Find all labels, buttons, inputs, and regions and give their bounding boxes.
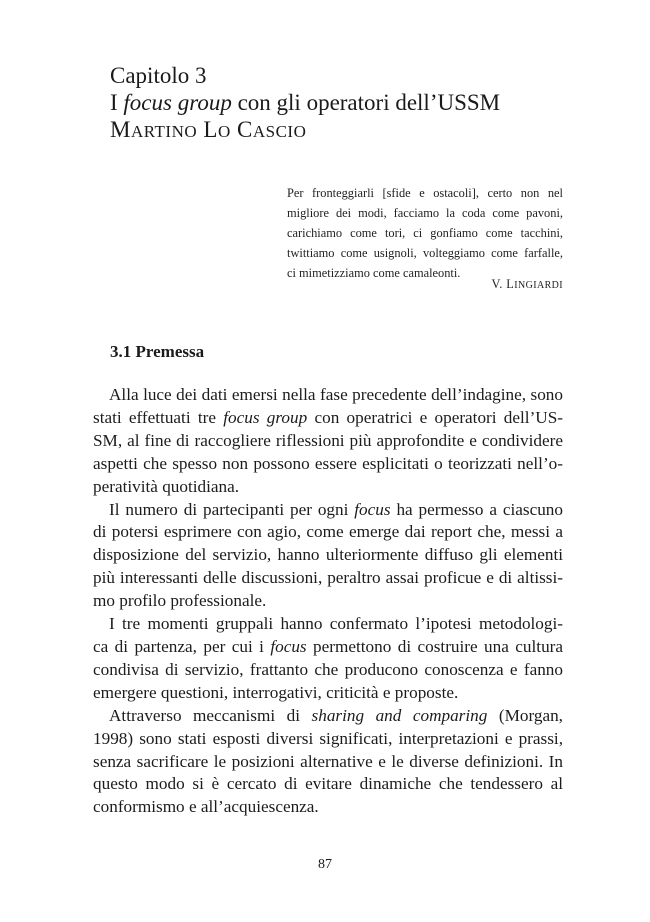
chapter-title-prefix: I (110, 90, 124, 115)
chapter-label: Capitolo 3 (110, 63, 207, 88)
epigraph-author (287, 276, 563, 294)
body-text-italic: focus (354, 499, 391, 519)
body-line: Alla luce dei dati emersi nella fase precedente dell’indagine, sono (109, 385, 563, 404)
body-line: aspetti che spesso non possono essere esplicitati o teorizzati nell’o- (93, 453, 563, 473)
chapter-title-italic: focus group (123, 90, 232, 115)
epigraph-author-rest: INGIARDI (514, 280, 563, 291)
body-text-run: stati effettuati tre (93, 407, 224, 427)
section-title: 3.1 Premessa (110, 342, 205, 361)
epigraph (287, 183, 563, 283)
body-line: I tre momenti gruppali hanno confermato l’ipotesi metodologi- (109, 614, 563, 634)
body-line: 1998) sono stati esposti diversi significati, interpretazioni e prassi, (93, 728, 563, 748)
body-text-run: con operatrici e operatori dell’US- (307, 407, 563, 427)
author-last1-initial: L (203, 117, 218, 142)
chapter-author (110, 116, 570, 145)
body-line: SM, al fine di raccogliere riflessioni più approfondite e condividere (93, 430, 563, 450)
epigraph-line: migliore dei modi, facciamo la coda come pavoni, (287, 206, 563, 220)
body-line: di potersi esprimere con agio, come emerge dai report che, messi a (93, 522, 563, 542)
body-line: disposizione del servizio, hanno ulteriormente diffuso gli elementi (93, 545, 563, 565)
body-line: senza sacrificare le posizioni alternative e le diverse definizioni. In (93, 751, 563, 771)
body-line: conformismo e all’acquiescenza. (93, 797, 319, 817)
body-text-italic: focus (270, 636, 307, 656)
epigraph-line: carichiamo come tori, ci gonfiamo come tacchini, (287, 226, 563, 240)
body-text-run: ha permesso a ciascuno (390, 499, 563, 519)
author-first-initial: M (110, 117, 131, 142)
body-line (93, 705, 563, 728)
author-first-rest: ARTINO (130, 122, 198, 141)
author-last1-rest: O (217, 122, 231, 141)
body-line: emergere questioni, interrogativi, criticità e proposte. (93, 682, 459, 702)
body-line: mo profilo professionale. (93, 591, 267, 611)
chapter-title-suffix: con gli operatori dell’USSM (231, 90, 501, 115)
body-text (93, 384, 563, 819)
author-last2-initial: C (237, 117, 253, 142)
body-text-run: Attraverso meccanismi di (109, 705, 312, 725)
body-line (93, 636, 563, 659)
body-line (93, 499, 563, 522)
body-text-run: ca di partenza, per cui i (93, 636, 271, 656)
body-line: condivisa di servizio, frattanto che producono conoscenza e fanno (93, 659, 563, 679)
body-line: questo modo si è cercato di evitare dinamiche che tendessero al (93, 774, 563, 794)
body-line: più interessanti delle discussioni, peraltro assai proficue e di altissi- (93, 568, 563, 588)
body-text-italic: sharing and comparing (311, 705, 488, 725)
body-text-run: permettono di costruire una cultura (306, 636, 564, 656)
epigraph-author-initial: V. L (491, 277, 515, 291)
chapter-title (110, 89, 570, 116)
author-last2-rest: ASCIO (252, 122, 307, 141)
epigraph-line: Per fronteggiarli [sfide e ostacoli], certo non nel (287, 186, 563, 200)
epigraph-line: ci mimetizziamo come camaleonti. (287, 266, 461, 280)
chapter-heading (110, 62, 570, 145)
body-text-run: Il numero di partecipanti per ogni (109, 499, 355, 519)
epigraph-line: twittiamo come usignoli, volteggiamo come farfalle, (287, 246, 563, 260)
page-number: 87 (318, 857, 332, 872)
body-text-run: (Morgan, (487, 705, 563, 725)
body-line: peratività quotidiana. (93, 476, 240, 496)
body-text-italic: focus group (223, 407, 308, 427)
body-line (93, 407, 563, 430)
